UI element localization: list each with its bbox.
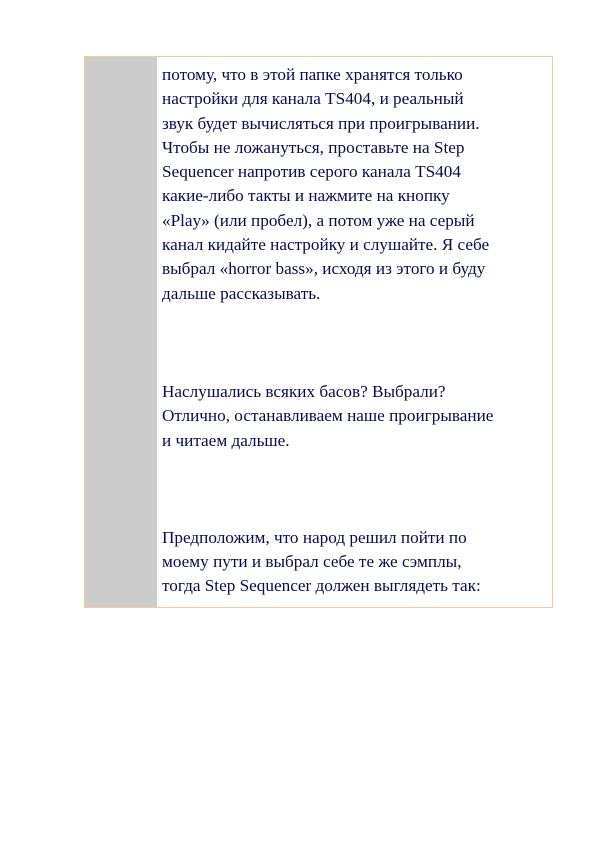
paragraph-step-sequencer: Предположим, что народ решил пойти по моему пути и выбрал себе те же сэмплы, тогда Step Sequencer должен выглядеть так:	[162, 527, 481, 596]
left-sidebar-bar	[85, 57, 157, 607]
paragraph-spacer	[162, 306, 550, 380]
document-body	[162, 63, 550, 599]
paragraph-spacer	[162, 453, 550, 526]
page-frame	[84, 56, 553, 608]
paragraph-ts404-settings: потому, что в этой папке хранятся только настройки для канала TS404, и реальный звук будет вычисляться при проигрывании. Чтобы не ложануться, проставьте на Step Sequencer напротив серого канала TS404 какие-либо такты и нажмите на кнопку «Play» (или пробел), а потом уже на серый канал кидайте настройку и слушайте. Я себе выбрал «horror bass», исходя из этого и буду дальше рассказывать.	[162, 65, 490, 303]
paragraph-bass-choice: Наслушались всяких басов? Выбрали? Отлично, останавливаем наше проигрывание и читаем дальше.	[162, 381, 494, 450]
